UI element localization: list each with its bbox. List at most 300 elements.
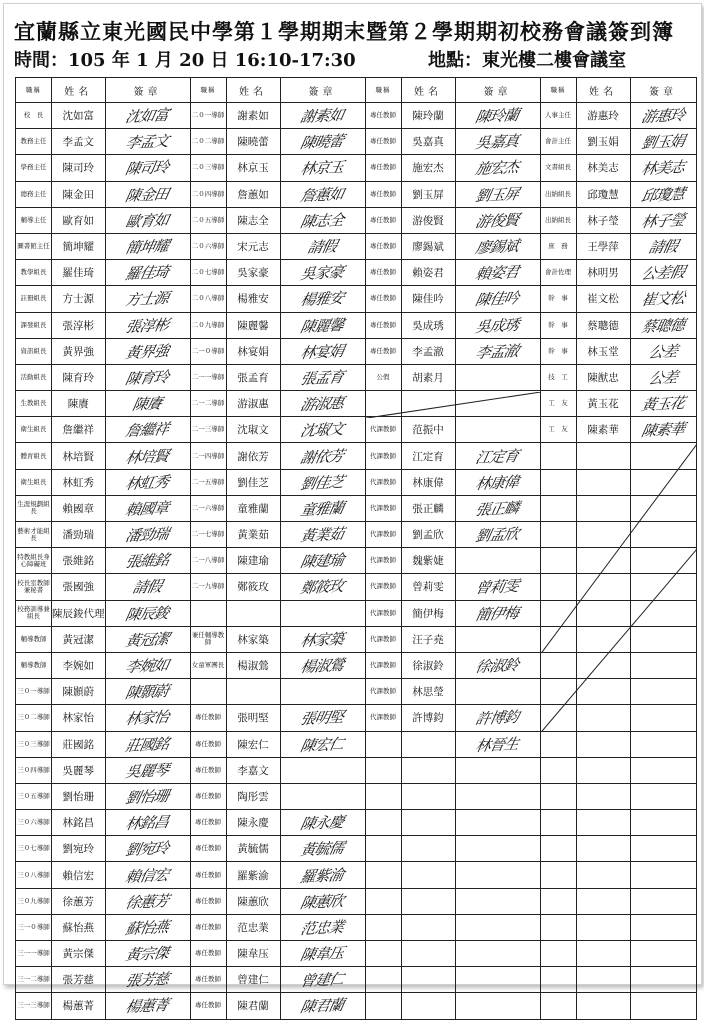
name-cell: 徐蕙芳 (52, 888, 106, 914)
role-cell (190, 600, 226, 626)
name-cell (401, 967, 455, 993)
name-cell: 林虹秀 (52, 469, 106, 495)
signature-cell (630, 888, 696, 914)
signature-cell (280, 836, 365, 862)
signature-cell (105, 391, 190, 417)
handwritten-signature: 童雅蘭 (299, 498, 346, 519)
handwritten-signature: 鄭筱玫 (299, 577, 346, 598)
table-row (16, 233, 697, 259)
role-cell: 代課教師 (365, 417, 401, 443)
signature-cell (105, 495, 190, 521)
signature-cell (630, 181, 696, 207)
signature-cell (630, 417, 696, 443)
name-cell: 宋元志 (226, 233, 280, 259)
handwritten-signature: 詹繼祥 (124, 420, 171, 441)
table-row (16, 705, 697, 731)
name-cell: 林美志 (576, 155, 630, 181)
handwritten-signature: 劉孟欣 (474, 525, 521, 546)
role-cell: 資訊組長 (16, 338, 52, 364)
signature-cell (280, 103, 365, 129)
signature-cell (455, 103, 540, 129)
signature-cell (455, 233, 540, 259)
handwritten-signature: 謝素如 (299, 106, 346, 127)
handwritten-signature: 公差 (646, 368, 679, 388)
handwritten-signature: 沈如富 (124, 106, 171, 127)
signature-cell (105, 364, 190, 390)
name-cell (576, 914, 630, 940)
role-cell (540, 810, 576, 836)
name-cell: 劉玉屏 (401, 181, 455, 207)
handwritten-signature: 楊雅安 (299, 289, 346, 310)
role-cell (540, 652, 576, 678)
role-cell (365, 941, 401, 967)
attendance-table (15, 77, 697, 1020)
role-cell (540, 757, 576, 783)
signature-cell (105, 417, 190, 443)
handwritten-signature: 陳玲蘭 (474, 106, 521, 127)
signature-cell (280, 548, 365, 574)
name-cell: 陳建瑜 (226, 548, 280, 574)
role-cell: 會計佐理 (540, 260, 576, 286)
handwritten-signature: 陳君蘭 (299, 996, 346, 1017)
name-cell (576, 705, 630, 731)
name-cell (401, 757, 455, 783)
role-cell: 二一五導師 (190, 469, 226, 495)
role-cell: 代課教師 (365, 705, 401, 731)
signature-cell (455, 443, 540, 469)
signature-cell (455, 626, 540, 652)
role-cell (540, 705, 576, 731)
table-header-row (16, 78, 697, 103)
handwritten-signature: 陳育玲 (124, 367, 171, 389)
name-cell: 劉佳芝 (226, 469, 280, 495)
header-name: 姓名 (401, 78, 455, 103)
signature-cell (455, 783, 540, 809)
name-cell (401, 914, 455, 940)
header-name: 姓名 (576, 78, 630, 103)
role-cell (365, 810, 401, 836)
signature-cell (630, 522, 696, 548)
signature-cell (280, 967, 365, 993)
table-row (16, 391, 697, 417)
signature-cell (630, 391, 696, 417)
name-cell (576, 967, 630, 993)
signature-cell (630, 233, 696, 259)
document-title: 宜蘭縣立東光國民中學第１學期期末暨第２學期期初校務會議簽到簿 (14, 19, 674, 44)
handwritten-signature: 林培賢 (124, 446, 171, 467)
role-cell: 輔導教師 (16, 652, 52, 678)
table-row (16, 574, 697, 600)
handwritten-signature: 林子瑩 (639, 210, 686, 231)
handwritten-signature: 施宏杰 (474, 158, 521, 179)
handwritten-signature: 陳韋压 (299, 944, 346, 965)
name-cell: 鄭筱玫 (226, 574, 280, 600)
signature-cell (105, 888, 190, 914)
name-cell: 沈琡文 (226, 417, 280, 443)
signature-cell (455, 993, 540, 1019)
signature-cell (630, 103, 696, 129)
name-cell: 陳佳吟 (401, 286, 455, 312)
handwritten-signature: 陳素華 (639, 420, 686, 441)
signature-cell (280, 574, 365, 600)
signature-cell (630, 338, 696, 364)
table-row (16, 967, 697, 993)
signature-cell (280, 941, 365, 967)
table-row (16, 312, 697, 338)
name-cell (576, 469, 630, 495)
name-cell: 楊雅安 (226, 286, 280, 312)
handwritten-signature: 蔡聰德 (639, 315, 686, 336)
signature-cell (105, 679, 190, 705)
name-cell (401, 941, 455, 967)
signature-cell (280, 888, 365, 914)
role-cell: 學務主任 (16, 155, 52, 181)
role-cell: 三０三導師 (16, 731, 52, 757)
name-cell (576, 783, 630, 809)
signature-cell (105, 286, 190, 312)
signature-cell (455, 941, 540, 967)
name-cell: 張芳慈 (52, 967, 106, 993)
signature-cell (630, 993, 696, 1019)
role-cell: 生教組長 (16, 391, 52, 417)
name-cell: 蘇怡燕 (52, 914, 106, 940)
name-cell: 黃玉花 (576, 391, 630, 417)
handwritten-signature: 陳佳吟 (474, 289, 521, 310)
name-cell: 陳君蘭 (226, 993, 280, 1019)
role-cell (365, 862, 401, 888)
name-cell (576, 993, 630, 1019)
handwritten-signature: 徐蕙芳 (124, 891, 171, 912)
signature-cell (280, 705, 365, 731)
table-row (16, 103, 697, 129)
role-cell: 專任教師 (365, 312, 401, 338)
signature-cell (280, 286, 365, 312)
name-cell: 方士源 (52, 286, 106, 312)
name-cell: 林玉堂 (576, 338, 630, 364)
name-cell: 張淳彬 (52, 312, 106, 338)
name-cell: 陳韋压 (226, 941, 280, 967)
role-cell: 二０一導師 (190, 103, 226, 129)
meeting-place: 地點：東光樓二樓會議室 (428, 50, 626, 71)
role-cell: 衛生組長 (16, 417, 52, 443)
handwritten-signature: 林銘昌 (124, 813, 171, 834)
table-row (16, 888, 697, 914)
name-cell: 李嘉文 (226, 757, 280, 783)
name-cell: 林宴娟 (226, 338, 280, 364)
header-name: 姓名 (52, 78, 106, 103)
role-cell: 專任教師 (190, 941, 226, 967)
table-row (16, 443, 697, 469)
handwritten-signature: 簡伊梅 (474, 603, 521, 624)
role-cell: 專任教師 (365, 155, 401, 181)
handwritten-signature: 陳顥蔚 (124, 682, 171, 703)
role-cell: 技 工 (540, 364, 576, 390)
role-cell: 體育組長 (16, 443, 52, 469)
name-cell: 陳玲蘭 (401, 103, 455, 129)
name-cell: 魏紫婕 (401, 548, 455, 574)
signature-cell (630, 364, 696, 390)
role-cell (365, 993, 401, 1019)
signature-cell (455, 522, 540, 548)
handwritten-signature: 賴信宏 (124, 865, 171, 886)
role-cell: 代課教師 (365, 443, 401, 469)
name-cell: 陳猷忠 (576, 364, 630, 390)
role-cell: 文書組長 (540, 155, 576, 181)
handwritten-signature: 陳永慶 (299, 813, 346, 834)
signature-cell (455, 286, 540, 312)
signature-cell (280, 679, 365, 705)
name-cell: 崔文松 (576, 286, 630, 312)
header-sign: 簽章 (280, 78, 365, 103)
name-cell: 林康偉 (401, 469, 455, 495)
signature-cell (105, 469, 190, 495)
role-cell: 二０八導師 (190, 286, 226, 312)
name-cell: 胡素月 (401, 364, 455, 390)
name-cell: 吳家豪 (226, 260, 280, 286)
role-cell (365, 391, 401, 417)
role-cell: 專任教師 (365, 260, 401, 286)
name-cell: 蔡聰德 (576, 312, 630, 338)
signature-cell (455, 888, 540, 914)
handwritten-signature: 游俊賢 (474, 210, 521, 231)
name-cell: 黃界強 (52, 338, 106, 364)
signature-cell (105, 652, 190, 678)
name-cell (401, 391, 455, 417)
handwritten-signature: 陳蕙欣 (299, 891, 346, 912)
signature-cell (455, 914, 540, 940)
signature-cell (455, 469, 540, 495)
name-cell: 陶彤雲 (226, 783, 280, 809)
handwritten-signature: 陳麗馨 (299, 315, 346, 336)
table-row (16, 286, 697, 312)
name-cell (226, 679, 280, 705)
role-cell: 專任教師 (365, 103, 401, 129)
signature-cell (105, 836, 190, 862)
role-cell: 二一八導師 (190, 548, 226, 574)
signature-cell (105, 574, 190, 600)
signature-cell (630, 652, 696, 678)
signature-cell (280, 338, 365, 364)
role-cell: 代課教師 (365, 652, 401, 678)
name-cell: 賴國章 (52, 495, 106, 521)
name-cell: 劉孟欣 (401, 522, 455, 548)
handwritten-signature: 張孟育 (299, 367, 346, 389)
name-cell: 陳育玲 (52, 364, 106, 390)
signature-cell (455, 155, 540, 181)
name-cell: 陳顥蔚 (52, 679, 106, 705)
role-cell (365, 783, 401, 809)
table-row (16, 417, 697, 443)
handwritten-signature: 劉玉屏 (474, 184, 521, 205)
signature-cell (105, 705, 190, 731)
role-cell: 二０七導師 (190, 260, 226, 286)
name-cell (401, 810, 455, 836)
name-cell: 劉玉娟 (576, 129, 630, 155)
header-role: 職稱 (540, 78, 576, 103)
role-cell (365, 914, 401, 940)
name-cell: 陳賡 (52, 391, 106, 417)
name-cell: 汪子堯 (401, 626, 455, 652)
role-cell: 二一０導師 (190, 338, 226, 364)
handwritten-signature: 吳麗琴 (124, 760, 171, 781)
name-cell: 張維銘 (52, 548, 106, 574)
table-row (16, 548, 697, 574)
name-cell (576, 652, 630, 678)
table-row (16, 941, 697, 967)
handwritten-signature: 莊國銘 (124, 734, 171, 755)
name-cell (576, 443, 630, 469)
handwritten-signature: 黃毓儒 (299, 839, 346, 860)
header-name: 姓名 (226, 78, 280, 103)
signature-cell (455, 129, 540, 155)
handwritten-signature: 羅紫渝 (299, 865, 346, 886)
handwritten-signature: 歐育如 (124, 210, 171, 231)
signature-cell (105, 993, 190, 1019)
name-cell: 游俊賢 (401, 207, 455, 233)
signature-cell (105, 941, 190, 967)
name-cell: 詹蕙如 (226, 181, 280, 207)
handwritten-signature: 黃玉花 (639, 394, 686, 415)
signature-cell (280, 810, 365, 836)
signature-cell (105, 783, 190, 809)
name-cell: 陳曉蕾 (226, 129, 280, 155)
handwritten-signature: 邱瓊慧 (639, 184, 686, 205)
signature-cell (455, 679, 540, 705)
signature-cell (280, 233, 365, 259)
signature-cell (105, 600, 190, 626)
signature-cell (630, 574, 696, 600)
header-role: 職稱 (190, 78, 226, 103)
signature-cell (280, 443, 365, 469)
handwritten-signature: 公差 (646, 342, 679, 362)
signature-cell (630, 705, 696, 731)
signature-cell (105, 731, 190, 757)
role-cell: 專任教師 (365, 181, 401, 207)
role-cell (540, 967, 576, 993)
role-cell: 二０二導師 (190, 129, 226, 155)
role-cell (540, 836, 576, 862)
name-cell: 陳蕙欣 (226, 888, 280, 914)
role-cell: 教務主任 (16, 129, 52, 155)
handwritten-signature: 劉佳芝 (299, 472, 346, 493)
signature-cell (455, 495, 540, 521)
name-cell: 江定育 (401, 443, 455, 469)
header-sign: 簽章 (105, 78, 190, 103)
name-cell: 劉怡珊 (52, 783, 106, 809)
role-cell: 工 友 (540, 417, 576, 443)
role-cell: 人事主任 (540, 103, 576, 129)
role-cell: 二０五導師 (190, 207, 226, 233)
role-cell: 專任教師 (190, 967, 226, 993)
name-cell (576, 862, 630, 888)
role-cell: 校務訓導兼組長 (16, 600, 52, 626)
role-cell: 公假 (365, 364, 401, 390)
signature-cell (105, 207, 190, 233)
role-cell: 幹 事 (540, 312, 576, 338)
role-cell: 二一一導師 (190, 364, 226, 390)
role-cell: 二一三導師 (190, 417, 226, 443)
name-cell: 張正麟 (401, 495, 455, 521)
signature-cell (630, 783, 696, 809)
role-cell: 代課教師 (365, 626, 401, 652)
name-cell (401, 888, 455, 914)
signature-cell (280, 391, 365, 417)
role-cell: 專任教師 (365, 233, 401, 259)
role-cell (540, 679, 576, 705)
handwritten-signature: 許博鈞 (474, 708, 521, 729)
name-cell: 賴姿君 (401, 260, 455, 286)
name-cell: 林子瑩 (576, 207, 630, 233)
signature-cell (455, 417, 540, 443)
signature-cell (105, 914, 190, 940)
name-cell (576, 888, 630, 914)
handwritten-signature: 張正麟 (474, 498, 521, 519)
signature-cell (630, 862, 696, 888)
table-row (16, 338, 697, 364)
table-row (16, 836, 697, 862)
role-cell: 代課教師 (365, 574, 401, 600)
name-cell: 王學萍 (576, 233, 630, 259)
name-cell (576, 679, 630, 705)
table-row (16, 914, 697, 940)
signature-cell (630, 129, 696, 155)
handwritten-signature: 劉玉娟 (639, 132, 686, 153)
name-cell: 沈如富 (52, 103, 106, 129)
signature-cell (280, 155, 365, 181)
role-cell (365, 967, 401, 993)
name-cell: 詹繼祥 (52, 417, 106, 443)
signature-cell (630, 626, 696, 652)
handwritten-signature: 江定育 (474, 446, 521, 467)
name-cell: 曾建仁 (226, 967, 280, 993)
role-cell: 三０六導師 (16, 810, 52, 836)
name-cell (401, 836, 455, 862)
handwritten-signature: 黃冠潔 (124, 629, 171, 650)
role-cell: 衛生組長 (16, 469, 52, 495)
name-cell: 吳成琇 (401, 312, 455, 338)
role-cell: 教學組長 (16, 260, 52, 286)
table-row (16, 600, 697, 626)
signature-cell (105, 312, 190, 338)
signature-cell (280, 312, 365, 338)
handwritten-signature: 李孟文 (124, 132, 171, 153)
role-cell: 會計主任 (540, 129, 576, 155)
name-cell: 游淑惠 (226, 391, 280, 417)
handwritten-signature: 請假 (646, 237, 679, 257)
table-row (16, 495, 697, 521)
handwritten-signature: 楊淑鶯 (299, 655, 346, 677)
meeting-time: 時間：105 年 1 月 20 日 16:10-17:30 (14, 50, 356, 71)
handwritten-signature: 劉怡珊 (124, 786, 171, 808)
signature-cell (630, 155, 696, 181)
role-cell: 代課教師 (365, 679, 401, 705)
name-cell: 陳司玲 (52, 155, 106, 181)
handwritten-signature: 林虹秀 (124, 472, 171, 493)
handwritten-signature: 楊蕙菁 (124, 996, 171, 1017)
name-cell: 吳麗琴 (52, 757, 106, 783)
name-cell: 林銘昌 (52, 810, 106, 836)
signature-cell (280, 731, 365, 757)
name-cell: 施宏杰 (401, 155, 455, 181)
name-cell: 陳辰鋑代理 (52, 600, 106, 626)
signature-cell (105, 522, 190, 548)
handwritten-signature: 蘇怡燕 (124, 917, 171, 938)
signature-cell (630, 600, 696, 626)
name-cell (401, 731, 455, 757)
signature-cell (280, 181, 365, 207)
role-cell: 專任教師 (190, 757, 226, 783)
signature-cell (105, 181, 190, 207)
